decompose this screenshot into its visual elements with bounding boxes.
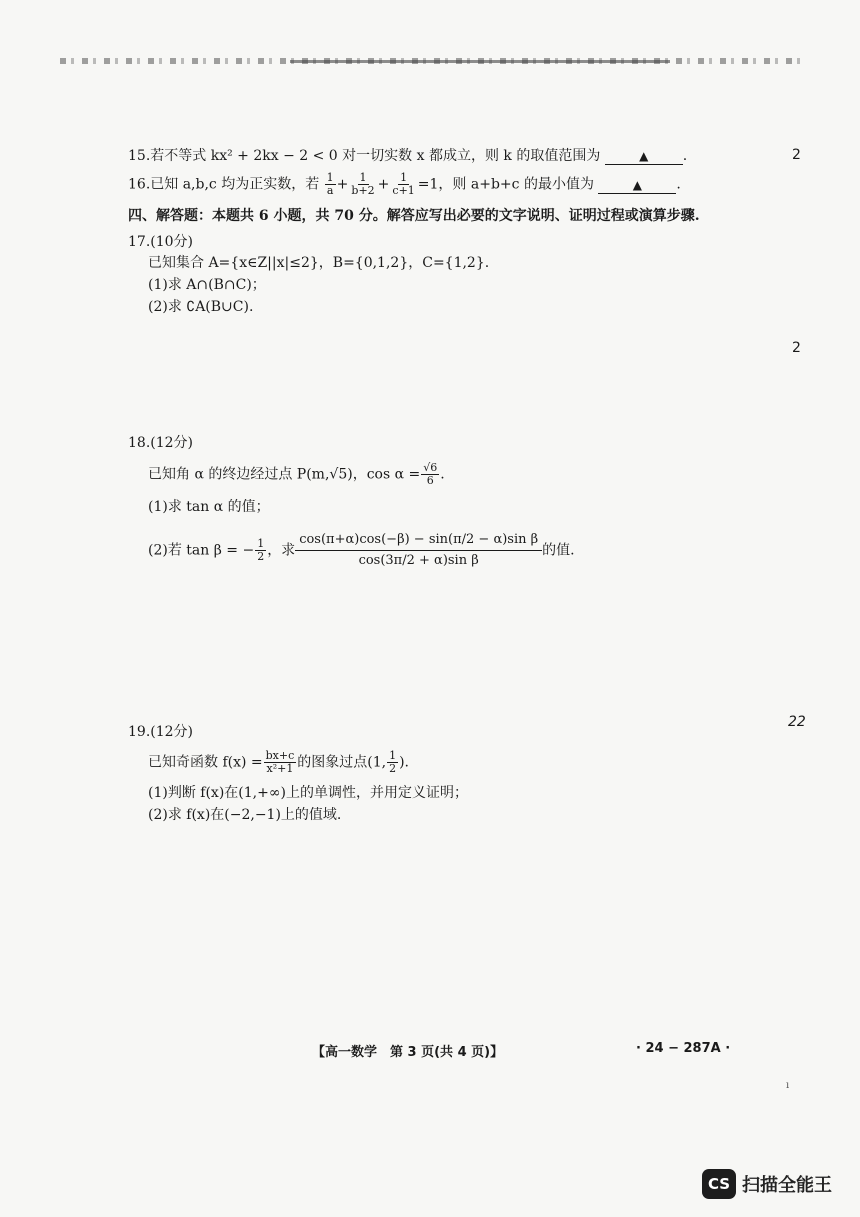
triangle-icon: ▲ — [632, 177, 643, 192]
margin-score-3: 22 — [788, 714, 806, 730]
q16-fraction-3 — [390, 172, 416, 197]
frac-num: 1 — [326, 171, 334, 184]
frac-den: a — [326, 184, 334, 197]
scan-tick-mark: ı — [786, 1080, 790, 1091]
q18-part-2 — [148, 530, 575, 571]
q18-part-2-end: 的值. — [542, 542, 575, 559]
paper-code: · 24 − 287A · — [636, 1041, 731, 1056]
q19-stem-text: 已知奇函数 f(x) = — [148, 754, 263, 771]
q16-plus: + — [377, 176, 390, 193]
frac-num: √6 — [423, 461, 438, 474]
camscanner-watermark — [702, 1166, 832, 1202]
q17-part-1: (1)求 A∩(B∩C)； — [148, 277, 266, 293]
q18-heading: 18.(12分) — [128, 435, 194, 451]
scan-artifact-bar — [290, 60, 670, 63]
frac-den: 2 — [389, 762, 397, 775]
q19-heading: 19.(12分) — [128, 724, 194, 740]
q19-function-fraction — [264, 750, 297, 775]
margin-score-1: 2 — [792, 147, 801, 163]
frac-num: 1 — [257, 537, 265, 550]
q16-text: 16.已知 a,b,c 均为正实数，若 — [128, 176, 320, 193]
q16-fraction-2 — [349, 172, 376, 197]
q19-part-2: (2)求 f(x)在(−2,−1)上的值域. — [148, 807, 342, 823]
q18-part-2-text: (2)若 tan β = − — [148, 542, 255, 559]
q16-end: . — [676, 176, 681, 193]
q19-stem-mid: 的图象过点(1, — [297, 754, 387, 771]
q16-answer-blank[interactable] — [598, 177, 676, 194]
frac-num: bx+c — [265, 749, 295, 762]
q15-text: 15.若不等式 kx² + 2kx − 2 < 0 对一切实数 x 都成立，则 k 的取值范围为 — [128, 148, 601, 164]
page-footer: 【高一数学 第 3 页(共 4 页)】 — [312, 1045, 504, 1060]
frac-den: c+1 — [392, 184, 415, 197]
frac-den: 6 — [426, 474, 434, 487]
camscanner-logo-icon: CS — [702, 1169, 736, 1199]
frac-den: b+2 — [351, 184, 375, 197]
question-16 — [128, 172, 681, 197]
q17-part-2: (2)求 ∁A(B∪C). — [148, 299, 254, 315]
q16-text-after: =1，则 a+b+c 的最小值为 — [417, 176, 594, 193]
q18-stem-end: . — [440, 466, 445, 483]
q19-stem-end: ). — [399, 754, 410, 771]
q17-heading: 17.(10分) — [128, 234, 194, 250]
frac-num: 1 — [359, 171, 367, 184]
q18-part-1: (1)求 tan α 的值； — [148, 499, 270, 515]
expr-numerator: cos(π+α)cos(−β) − sin(π/2 − α)sin β — [295, 530, 542, 551]
q19-point-fraction — [387, 750, 398, 775]
frac-den: 2 — [257, 550, 265, 563]
question-15 — [128, 146, 687, 166]
frac-num: 1 — [400, 171, 408, 184]
q16-plus: + — [336, 176, 349, 193]
q18-stem — [148, 462, 445, 487]
q18-expression-fraction — [295, 530, 542, 571]
q17-stem: 已知集合 A={x∈Z||x|≤2}，B={0,1,2}，C={1,2}. — [148, 255, 490, 271]
q18-stem-text: 已知角 α 的终边经过点 P(m,√5)，cos α = — [148, 466, 421, 483]
q15-answer-blank[interactable] — [605, 148, 683, 165]
watermark-text: 扫描全能王 — [742, 1175, 832, 1196]
q15-end: . — [682, 148, 688, 164]
q19-stem — [148, 750, 409, 775]
frac-num: 1 — [389, 749, 397, 762]
q18-part-2-mid: ，求 — [267, 542, 296, 559]
section-heading: 四、解答题：本题共 6 小题，共 70 分。解答应写出必要的文字说明、证明过程或演算步骤. — [128, 208, 700, 224]
q18-tan-fraction — [255, 538, 266, 563]
margin-score-2: 2 — [792, 340, 801, 356]
frac-den: x²+1 — [266, 762, 294, 775]
q18-cos-fraction — [421, 462, 439, 487]
triangle-icon: ▲ — [639, 149, 649, 163]
q19-part-1: (1)判断 f(x)在(1,+∞)上的单调性，并用定义证明； — [148, 785, 468, 801]
q16-fraction-1 — [325, 172, 336, 197]
expr-denominator: cos(3π/2 + α)sin β — [358, 553, 479, 568]
